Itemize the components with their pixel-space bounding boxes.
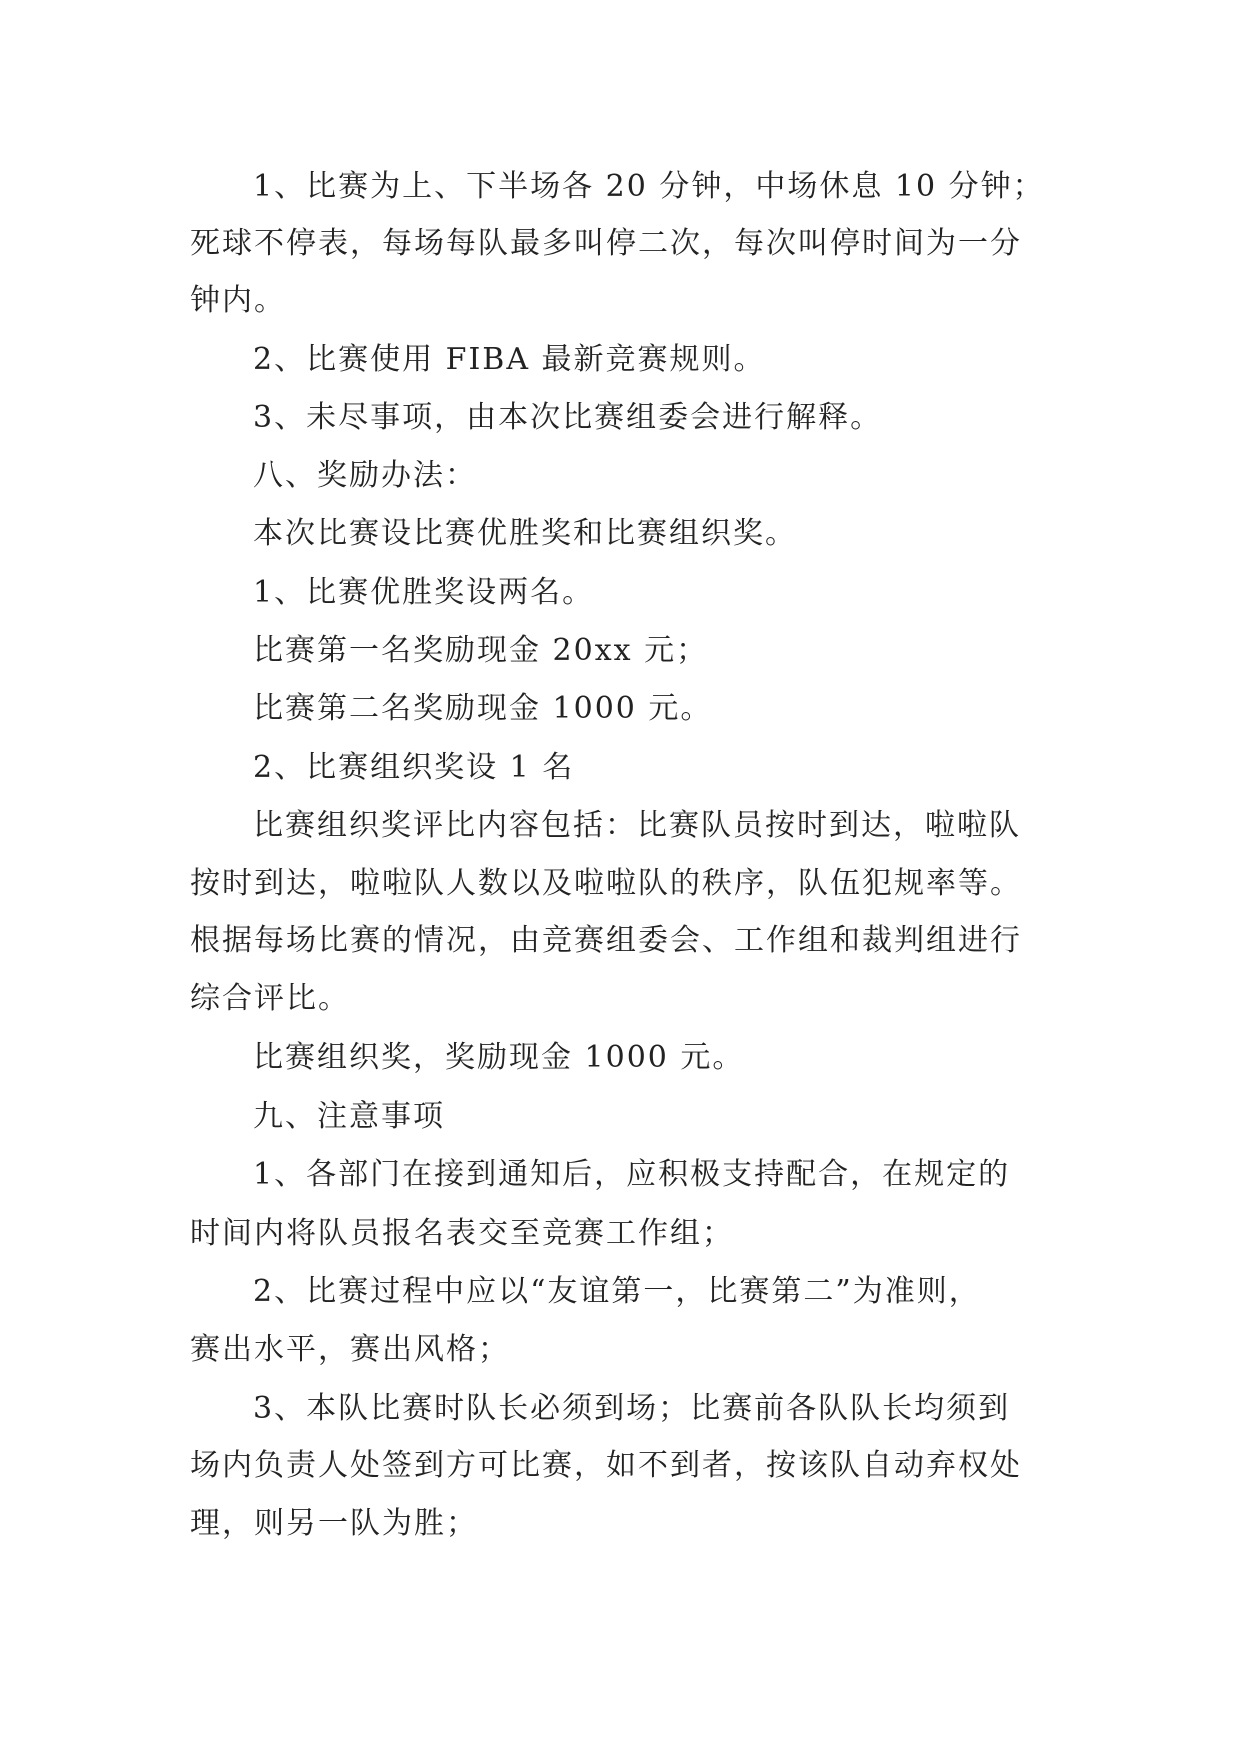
note-3: 3、本队比赛时队长必须到场；比赛前各队队长均须到	[253, 1391, 1011, 1426]
note-3-cont-1: 场内负责人处签到方可比赛，如不到者，按该队自动弃权处	[190, 1448, 1022, 1483]
note-2-cont: 赛出水平，赛出风格；	[190, 1332, 510, 1367]
organization-award-criteria: 比赛组织奖评比内容包括：比赛队员按时到达，啦啦队	[253, 808, 1021, 843]
rule-2-fiba: 2、比赛使用 FIBA 最新竞赛规则。	[253, 342, 766, 377]
organization-award-prize: 比赛组织奖，奖励现金 1000 元。	[253, 1040, 745, 1075]
award-first-place: 比赛第一名奖励现金 20xx 元；	[253, 633, 709, 668]
award-second-place: 比赛第二名奖励现金 1000 元。	[253, 691, 713, 726]
note-3-cont-2: 理，则另一队为胜；	[190, 1506, 478, 1541]
organization-award-criteria-cont-1: 按时到达，啦啦队人数以及啦啦队的秩序，队伍犯规率等。	[190, 866, 1022, 901]
organization-award-criteria-cont-2: 根据每场比赛的情况，由竞赛组委会、工作组和裁判组进行	[190, 923, 1022, 958]
award-2-heading: 2、比赛组织奖设 1 名	[253, 750, 575, 785]
rule-1-timeout-text: 死球不停表，每场每队最多叫停二次，每次叫停时间为一分	[190, 226, 1022, 261]
note-2: 2、比赛过程中应以“友谊第一，比赛第二”为准则，	[253, 1274, 981, 1309]
section-heading-awards: 八、奖励办法：	[253, 458, 477, 493]
awards-intro: 本次比赛设比赛优胜奖和比赛组织奖。	[253, 516, 797, 551]
rule-1-timeout-text-end: 钟内。	[190, 283, 286, 318]
section-heading-notes: 九、注意事项	[253, 1099, 445, 1134]
rule-1-match-duration: 1、比赛为上、下半场各 20 分钟，中场休息 10 分钟；	[253, 169, 1045, 204]
award-1-heading: 1、比赛优胜奖设两名。	[253, 575, 595, 610]
rule-3-interpretation: 3、未尽事项，由本次比赛组委会进行解释。	[253, 400, 883, 435]
note-1-cont: 时间内将队员报名表交至竞赛工作组；	[190, 1216, 734, 1251]
note-1: 1、各部门在接到通知后，应积极支持配合，在规定的	[253, 1157, 1011, 1192]
organization-award-criteria-cont-3: 综合评比。	[190, 981, 350, 1016]
